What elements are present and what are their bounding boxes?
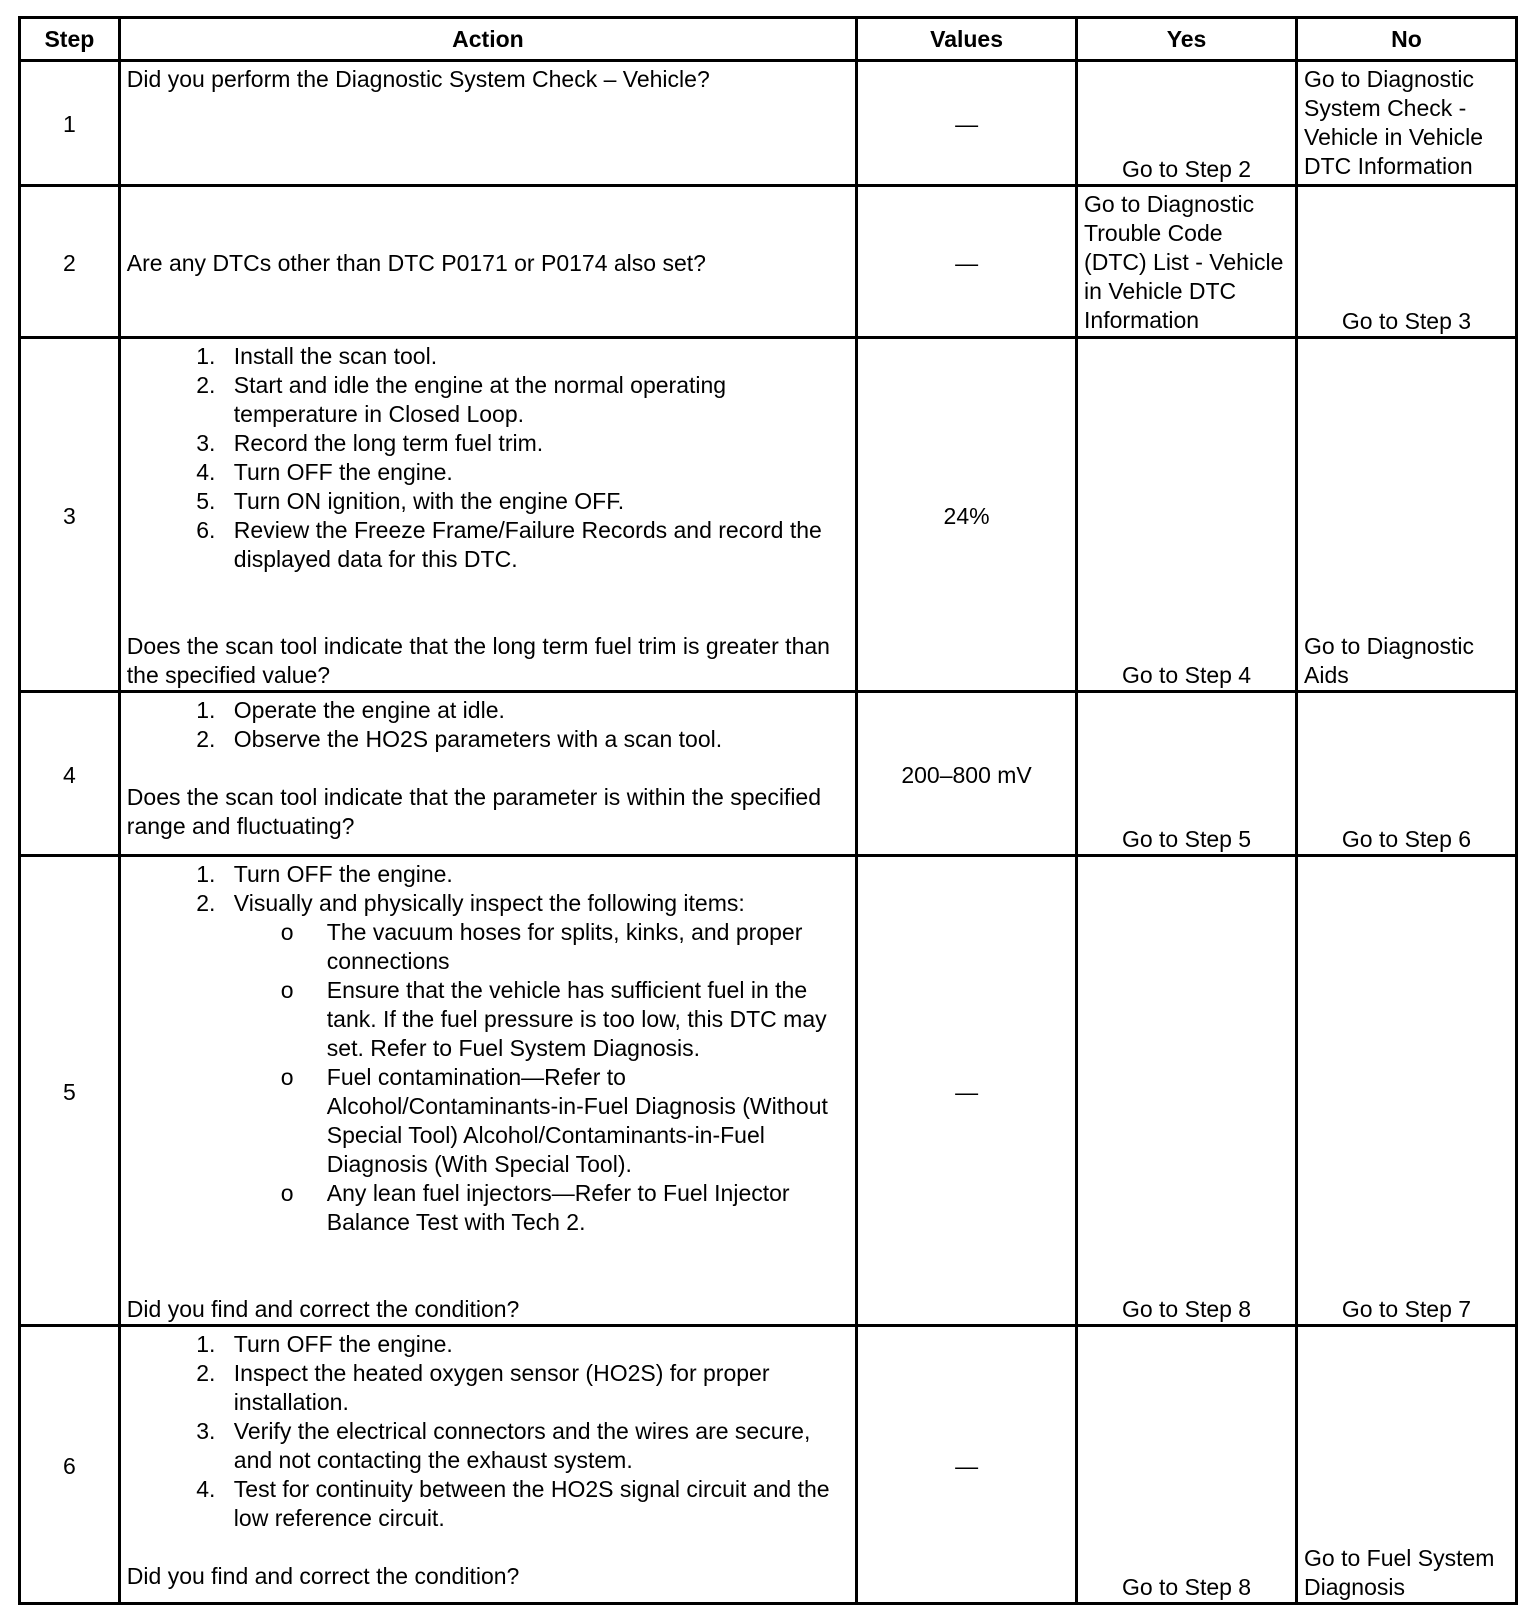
action-cell	[119, 61, 856, 186]
table-row-step-4	[20, 692, 1517, 856]
table-row-step-3	[20, 338, 1517, 692]
action-steps-list	[127, 342, 849, 574]
list-item: 4. Turn OFF the engine.	[222, 458, 849, 487]
yes-cell: Go to Step 2	[1077, 61, 1297, 186]
yes-cell: Go to Diagnostic Trouble Code (DTC) List - Vehicle in Vehicle DTC Information	[1077, 186, 1297, 338]
action-question: Are any DTCs other than DTC P0171 or P0174 also set?	[126, 249, 706, 276]
values-cell: —	[857, 61, 1077, 186]
no-cell: Go to Fuel System Diagnosis	[1297, 1326, 1517, 1604]
action-steps-list	[127, 696, 849, 754]
no-cell: Go to Step 7	[1297, 856, 1517, 1326]
values-cell: —	[857, 186, 1077, 338]
inspection-sublist	[127, 918, 849, 1237]
action-question: Did you find and correct the condition?	[126, 1563, 520, 1589]
no-cell: Go to Diagnostic Aids	[1297, 338, 1517, 692]
header-action: Action	[119, 18, 856, 61]
yes-cell: Go to Step 4	[1077, 338, 1297, 692]
yes-cell: Go to Step 8	[1077, 856, 1297, 1326]
table-row-step-2	[20, 186, 1517, 338]
list-item: 3. Record the long term fuel trim.	[222, 429, 849, 458]
yes-cell: Go to Step 8	[1077, 1326, 1297, 1604]
header-yes: Yes	[1077, 18, 1297, 61]
step-number: 4	[20, 692, 120, 856]
step-number: 5	[20, 856, 120, 1326]
yes-cell: Go to Step 5	[1077, 692, 1297, 856]
header-values: Values	[857, 18, 1077, 61]
action-question: Did you find and correct the condition?	[126, 1296, 520, 1322]
list-item: 3. Verify the electrical connectors and the wires are secure, and not contacting the exhaust system.	[222, 1417, 849, 1475]
action-question: Does the scan tool indicate that the parameter is within the specified range and fluctuating?	[126, 784, 822, 839]
list-item: 6. Review the Freeze Frame/Failure Records and record the displayed data for this DTC.	[222, 516, 849, 574]
table-row-step-5	[20, 856, 1517, 1326]
table-row-step-6	[20, 1326, 1517, 1604]
no-cell: Go to Diagnostic System Check - Vehicle in Vehicle DTC Information	[1297, 61, 1517, 186]
table-row-step-1	[20, 61, 1517, 186]
action-cell	[119, 338, 856, 692]
sub-list-item: o Ensure that the vehicle has sufficient fuel in the tank. If the fuel pressure is too low, this DTC may set. Refer to Fuel System Diagnosis.	[327, 976, 849, 1063]
action-steps-list	[127, 1330, 849, 1533]
action-steps-list	[127, 860, 849, 918]
list-item: 1. Turn OFF the engine.	[222, 860, 849, 889]
values-cell: 200–800 mV	[857, 692, 1077, 856]
values-cell: 24%	[857, 338, 1077, 692]
step-number: 3	[20, 338, 120, 692]
sub-list-item: o Fuel contamination—Refer to Alcohol/Contaminants-in-Fuel Diagnosis (Without Special Tool) Alcohol/Contaminants-in-Fuel Diagnosis (With Special Tool).	[327, 1063, 849, 1179]
no-cell: Go to Step 3	[1297, 186, 1517, 338]
list-item: 4. Test for continuity between the HO2S signal circuit and the low reference circuit.	[222, 1475, 849, 1533]
action-cell	[119, 856, 856, 1326]
list-item	[222, 889, 849, 918]
action-cell	[119, 1326, 856, 1604]
list-item: 2. Inspect the heated oxygen sensor (HO2S) for proper installation.	[222, 1359, 849, 1417]
diagnostic-table	[18, 16, 1518, 1605]
no-cell: Go to Step 6	[1297, 692, 1517, 856]
action-cell	[119, 692, 856, 856]
list-item: 2. Observe the HO2S parameters with a scan tool.	[222, 725, 849, 754]
list-item: 5. Turn ON ignition, with the engine OFF.	[222, 487, 849, 516]
values-cell: —	[857, 856, 1077, 1326]
list-item: 1. Install the scan tool.	[222, 342, 849, 371]
action-question: Does the scan tool indicate that the long term fuel trim is greater than the specified value?	[126, 633, 830, 688]
action-cell	[119, 186, 856, 338]
step-number: 6	[20, 1326, 120, 1604]
list-item: 1. Operate the engine at idle.	[222, 696, 849, 725]
action-question: Did you perform the Diagnostic System Check – Vehicle?	[126, 66, 710, 92]
step-number: 1	[20, 61, 120, 186]
header-step: Step	[20, 18, 120, 61]
sub-list-item: o The vacuum hoses for splits, kinks, and proper connections	[327, 918, 849, 976]
list-item-text: Visually and physically inspect the following items:	[233, 890, 745, 916]
header-row	[20, 18, 1517, 61]
sub-list-item: o Any lean fuel injectors—Refer to Fuel Injector Balance Test with Tech 2.	[327, 1179, 849, 1237]
values-cell: —	[857, 1326, 1077, 1604]
list-item: 1. Turn OFF the engine.	[222, 1330, 849, 1359]
header-no: No	[1297, 18, 1517, 61]
list-item: 2. Start and idle the engine at the normal operating temperature in Closed Loop.	[222, 371, 849, 429]
step-number: 2	[20, 186, 120, 338]
